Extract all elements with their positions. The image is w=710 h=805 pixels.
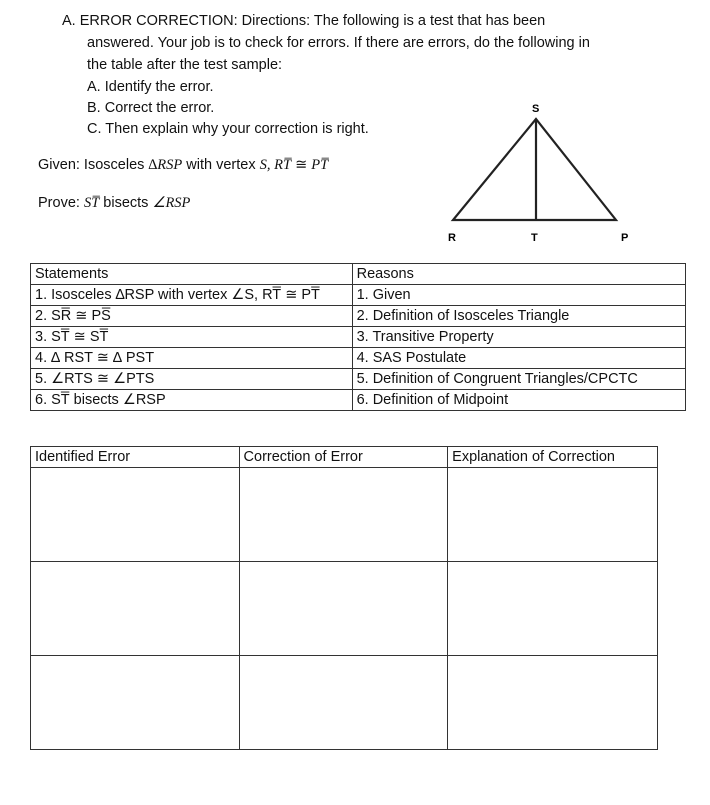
table-row — [31, 468, 658, 562]
header-correction-of-error: Correction of Error — [239, 447, 448, 468]
prove-statement — [38, 195, 190, 212]
directions-line-1: A. ERROR CORRECTION: Directions: The following is a test that has been — [62, 13, 546, 29]
table-row — [31, 562, 658, 656]
prove-angle: ∠RSP — [152, 195, 191, 211]
table-row — [31, 390, 686, 411]
answer-cell[interactable] — [239, 468, 448, 562]
given-triangle: ∆RSP — [148, 157, 183, 173]
label-s: S — [532, 103, 540, 115]
answer-cell[interactable] — [448, 562, 658, 656]
given-vertex: S, RT̅ — [259, 157, 292, 173]
directions-line-3: the table after the test sample: — [87, 57, 283, 73]
answer-cell[interactable] — [31, 656, 240, 750]
table-row — [31, 656, 658, 750]
given-statement — [38, 157, 328, 174]
table-row — [31, 369, 686, 390]
given-cong: ≅ — [291, 157, 312, 173]
table-row — [31, 306, 686, 327]
answer-cell[interactable] — [31, 562, 240, 656]
prove-middle: bisects — [99, 195, 153, 211]
reason-cell: 2. Definition of Isosceles Triangle — [352, 306, 685, 327]
triangle-rsp — [453, 119, 616, 220]
statement-cell: 6. ST̅ bisects ∠RSP — [31, 390, 353, 411]
header-reasons: Reasons — [352, 264, 685, 285]
reason-cell: 3. Transitive Property — [352, 327, 685, 348]
header-explanation: Explanation of Correction — [448, 447, 658, 468]
answer-cell[interactable] — [448, 656, 658, 750]
answer-cell[interactable] — [31, 468, 240, 562]
reason-cell: 4. SAS Postulate — [352, 348, 685, 369]
prove-prefix: Prove: — [38, 195, 84, 211]
given-segment: PT̅ — [311, 157, 329, 173]
table-row — [31, 348, 686, 369]
header-statements: Statements — [31, 264, 353, 285]
directions-line-2: answered. Your job is to check for errors. If there are errors, do the following in — [87, 35, 590, 51]
step-b: B. Correct the error. — [87, 100, 215, 116]
prove-segment: ST̅ — [83, 195, 100, 211]
proof-header-row — [31, 264, 686, 285]
reason-cell: 1. Given — [352, 285, 685, 306]
table-row — [31, 327, 686, 348]
error-header-row — [31, 447, 658, 468]
proof-table — [30, 263, 686, 411]
table-row — [31, 285, 686, 306]
statement-cell: 2. SR̅ ≅ PS̅ — [31, 306, 353, 327]
error-correction-table — [30, 446, 658, 750]
header-identified-error: Identified Error — [31, 447, 240, 468]
given-middle: with vertex — [182, 157, 260, 173]
step-a: A. Identify the error. — [87, 79, 214, 95]
statement-cell: 1. Isosceles ∆RSP with vertex ∠S, RT̅ ≅ PT̅ — [31, 285, 353, 306]
given-prefix: Given: Isosceles — [38, 157, 149, 173]
label-r: R — [448, 232, 456, 244]
answer-cell[interactable] — [448, 468, 658, 562]
answer-cell[interactable] — [239, 562, 448, 656]
label-p: P — [621, 232, 629, 244]
statement-cell: 3. ST̅ ≅ ST̅ — [31, 327, 353, 348]
reason-cell: 6. Definition of Midpoint — [352, 390, 685, 411]
reason-cell: 5. Definition of Congruent Triangles/CPCTC — [352, 369, 685, 390]
step-c: C. Then explain why your correction is right. — [87, 121, 369, 137]
label-t: T — [531, 232, 538, 244]
statement-cell: 4. ∆ RST ≅ ∆ PST — [31, 348, 353, 369]
statement-cell: 5. ∠RTS ≅ ∠PTS — [31, 369, 353, 390]
triangle-diagram — [440, 98, 640, 248]
answer-cell[interactable] — [239, 656, 448, 750]
